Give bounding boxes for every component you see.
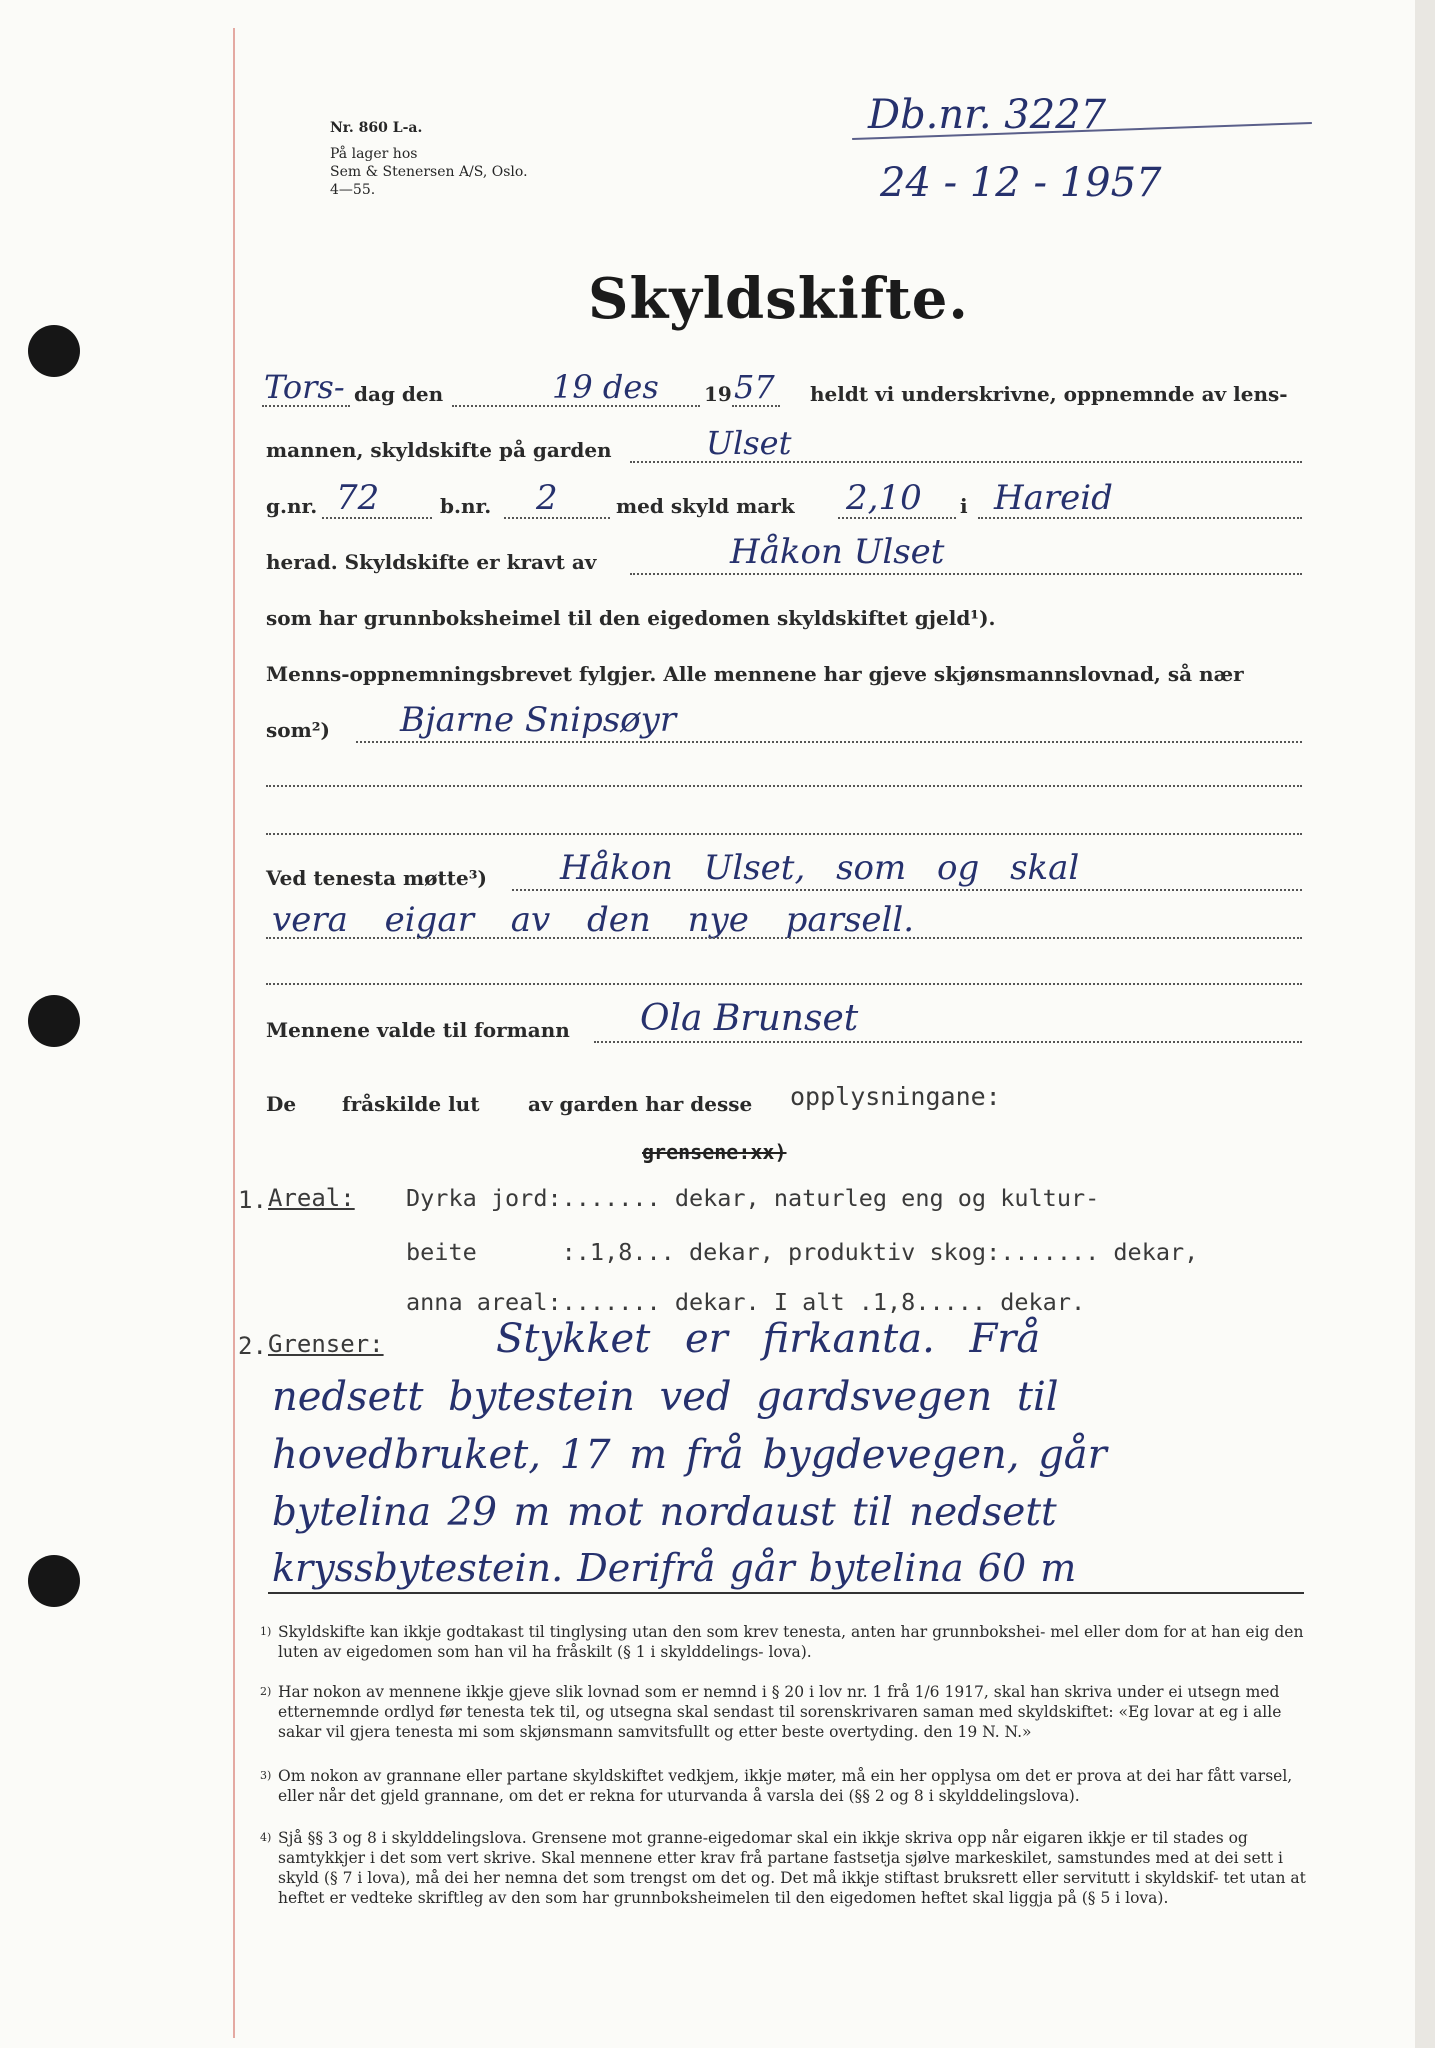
label-fraskilde: fråskilde lut: [342, 1092, 480, 1116]
footnote-1: [260, 1622, 1310, 1662]
label-ved-tenesta: Ved tenesta møtte³): [266, 866, 487, 890]
attendees-line2: vera eigar av den nye parsell.: [272, 900, 915, 940]
boundary-line3: hovedbruket, 17 m frå bygdevegen, går: [272, 1432, 1107, 1478]
label-de: De: [266, 1092, 297, 1116]
label-i: i: [960, 494, 968, 518]
dotline: [594, 1041, 1302, 1043]
bnr-value: 2: [536, 478, 558, 518]
area-line3: anna areal:....... dekar. I alt .1,8..... dekar.: [406, 1288, 1086, 1316]
dotline: [732, 405, 780, 407]
row4-text: herad. Skyldskifte er kravt av: [266, 550, 597, 574]
row6-text: Menns-oppnemningsbrevet fylgjer. Alle mennene har gjeve skjønsmannslovnad, så nær: [266, 662, 1244, 686]
dotline: [630, 573, 1302, 575]
chairman-value: Ola Brunset: [640, 998, 859, 1039]
row2-text: mannen, skyldskifte på garden: [266, 438, 612, 462]
item-2-number: 2.: [238, 1332, 267, 1360]
label-av-garden: av garden har desse: [528, 1092, 753, 1116]
footnote-3: [260, 1766, 1310, 1806]
margin-line: [233, 28, 235, 2038]
dotline: [266, 833, 1302, 835]
year-value: 57: [734, 368, 775, 406]
document-title: Skyldskifte.: [588, 266, 969, 332]
date-value: 19 des: [552, 368, 659, 406]
item-1-number: 1.: [238, 1186, 267, 1214]
label-bnr: b.nr.: [440, 494, 492, 518]
dotline: [452, 405, 700, 407]
dotline: [266, 937, 1302, 939]
footnote-text: Sjå §§ 3 og 8 i skylddelingslova. Grensene mot granne-eigedomar skal ein ikkje skriva opp når eigaren ikkje er til stades og samtykkjer i det som vert skrive. Skal mennene etter krav frå partane fastsetja sjølve markeskilet, samstundes med at dei sett i skyld (§ 7 i lova), må dei her nemna det som trengst om det og. Det må ikkje stiftast bruksrett eller servitutt i skyldskif- tet utan at heftet er vedteke skriftleg av den som har grunnboksheimelen til den eigedomen heftet skal liggja på (§ 5 i lova).: [278, 1829, 1306, 1907]
punch-hole-top: [28, 325, 80, 377]
punch-hole-bottom: [28, 1555, 80, 1607]
claimant-value: Håkon Ulset: [730, 532, 945, 572]
label-skyld-mark: med skyld mark: [616, 494, 795, 518]
footnote-number: 1): [260, 1625, 272, 1638]
footnote-text: Om nokon av grannane eller partane skyldskiftet vedkjem, ikkje møter, må ein her opplysa om det er prova at dei har fått varsel, eller når det gjeld grannane, om det er rekna for uturvanda å varsla dei (§§ 2 og 8 i skylddelingslova).: [278, 1767, 1293, 1805]
printer-line4: 4—55.: [330, 182, 376, 198]
boundary-line5: kryssbytestein. Derifrå går bytelina 60 m: [272, 1546, 1077, 1590]
dotline: [266, 785, 1302, 787]
area-line1: Dyrka jord:....... dekar, naturleg eng og kultur-: [406, 1184, 1100, 1212]
boundary-line2: nedsett bytestein ved gardsvegen til: [272, 1374, 1059, 1420]
dotline: [630, 461, 1302, 463]
dotline: [512, 889, 1302, 891]
label-formann: Mennene valde til formann: [266, 1018, 570, 1042]
boundary-line4: bytelina 29 m mot nordaust til nedsett: [272, 1490, 1057, 1535]
footnote-text: Har nokon av mennene ikkje gjeve slik lovnad som er nemnd i § 20 i lov nr. 1 frå 1/6 1917, skal han skriva under ei utsegn med etternemnde ordlyd før tenesta tek til, og utsegna skal sendast til sorenskrivaren saman med skyldskiftet: «Eg lovar at eg i alle sakar vil gjera tenesta mi som skjønsmann samvitsfullt og etter beste overtyding. den 19 N. N.»: [278, 1683, 1282, 1741]
footnote-number: 4): [260, 1831, 272, 1844]
label-century: 19: [704, 382, 732, 406]
footnote-4: [260, 1828, 1310, 1908]
footnote-number: 2): [260, 1685, 272, 1698]
registration-number: Db.nr. 3227: [868, 92, 1107, 138]
printer-line3: Sem & Stenersen A/S, Oslo.: [330, 164, 528, 180]
area-label: Areal:: [268, 1184, 355, 1212]
label-dag-den: dag den: [354, 382, 444, 406]
men-value: Bjarne Snipsøyr: [400, 700, 677, 740]
dotline: [266, 983, 1302, 985]
form-number: Nr. 860 L-a.: [330, 120, 423, 136]
place-value: Hareid: [994, 478, 1113, 518]
grenser-label: Grenser:: [268, 1330, 384, 1358]
dotline: [262, 405, 350, 407]
row1-text: heldt vi underskrivne, oppnemnde av lens-: [810, 382, 1288, 406]
dotline: [838, 517, 956, 519]
footnote-text: Skyldskifte kan ikkje godtakast til tinglysing utan den som krev tenesta, anten har grunnbokshei- mel eller dom for at han eig den luten av eigedomen som han vil ha fråskilt (§ 1 i skylddelings- lova).: [278, 1623, 1304, 1661]
struck-text: grensene:xx): [642, 1140, 787, 1164]
dotline: [504, 517, 610, 519]
printer-line2: På lager hos: [330, 146, 418, 162]
weekday-value: Tors-: [264, 368, 345, 406]
mark-value: 2,10: [846, 478, 922, 518]
footnote-separator: [268, 1592, 1304, 1594]
label-opplysningane: opplysningane:: [790, 1082, 1001, 1111]
footnote-number: 3): [260, 1769, 272, 1782]
dotline: [356, 741, 1302, 743]
attendees-line1: Håkon Ulset, som og skal: [560, 848, 1080, 888]
registration-date: 24 - 12 - 1957: [880, 160, 1162, 206]
boundary-line1: Stykket er firkanta. Frå: [496, 1316, 1041, 1362]
farm-value: Ulset: [706, 424, 792, 462]
gnr-value: 72: [336, 478, 380, 518]
label-som: som²): [266, 718, 330, 742]
row5-text: som har grunnboksheimel til den eigedomen skyldskiftet gjeld¹).: [266, 606, 996, 630]
label-gnr: g.nr.: [266, 494, 318, 518]
punch-hole-middle: [28, 995, 80, 1047]
dotline: [978, 517, 1302, 519]
area-line2: beite :.1,8... dekar, produktiv skog:....... dekar,: [406, 1238, 1199, 1266]
dotline: [322, 517, 432, 519]
footnote-2: [260, 1682, 1310, 1742]
